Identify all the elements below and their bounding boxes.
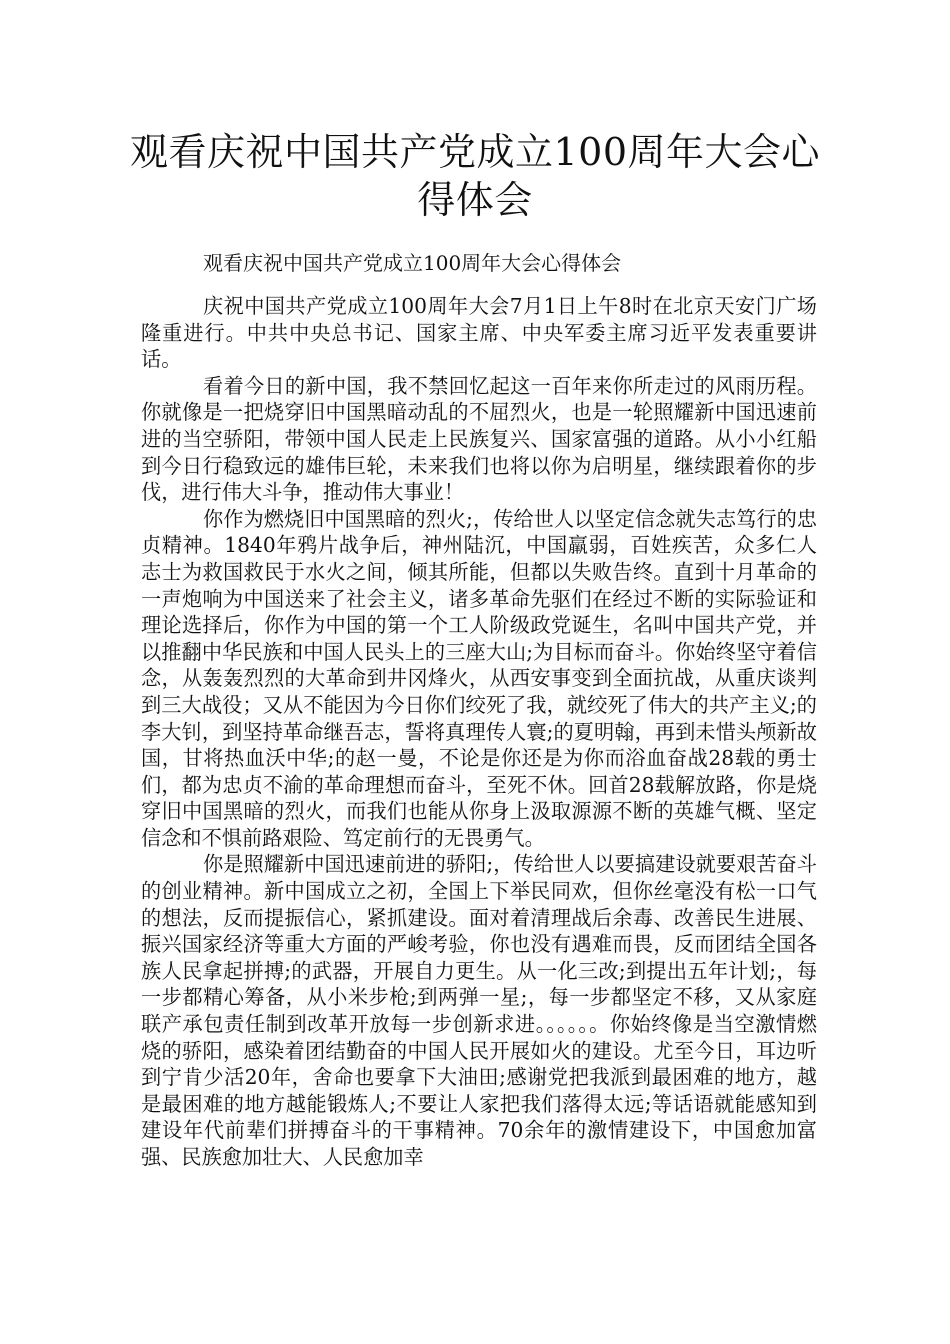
paragraph: 看着今日的新中国，我不禁回忆起这一百年来你所走过的风雨历程。你就像是一把烧穿旧中国黑暗动乱的不屈烈火，也是一轮照耀新中国迅速前进的当空骄阳，带领中国人民走上民族复兴、国家富强的道路。从小小红船到今日行稳致远的雄伟巨轮，未来我们也将以你为启明星，继续跟着你的步伐，进行伟大斗争，推动伟大事业！ xyxy=(141,373,817,505)
paragraph: 你作为燃烧旧中国黑暗的烈火;，传给世人以坚定信念就失志笃行的忠贞精神。1840年鸦片战争后，神州陆沉，中国羸弱，百姓疾苦，众多仁人志士为救国救民于水火之间，倾其所能，但都以失败告终。直到十月革命的一声炮响为中国送来了社会主义，诸多革命先驱们在经过不断的实际验证和理论选择后，你作为中国的第一个工人阶级政党诞生，名叫中国共产党，并以推翻中华民族和中国人民头上的三座大山;为目标而奋斗。你始终坚守着信念，从轰轰烈烈的大革命到井冈烽火，从西安事变到全面抗战，从重庆谈判到三大战役；又从不能因为今日你们绞死了我，就绞死了伟大的共产主义;的李大钊，到坚持革命继吾志，誓将真理传人寰;的夏明翰，再到未惜头颅新故国，甘将热血沃中华;的赵一曼，不论是你还是为你而浴血奋战28载的勇士们，都为忠贞不渝的革命理想而奋斗，至死不休。回首28载解放路，你是烧穿旧中国黑暗的烈火，而我们也能从你身上汲取源源不断的英雄气概、坚定信念和不惧前路艰险、笃定前行的无畏勇气。 xyxy=(141,506,817,850)
document-body xyxy=(141,293,817,1171)
document-subtitle: 观看庆祝中国共产党成立100周年大会心得体会 xyxy=(203,251,622,275)
paragraph: 庆祝中国共产党成立100周年大会7月1日上午8时在北京天安门广场隆重进行。中共中央总书记、国家主席、中央军委主席习近平发表重要讲话。 xyxy=(141,294,817,372)
paragraph: 你是照耀新中国迅速前进的骄阳;，传给世人以要搞建设就要艰苦奋斗的创业精神。新中国成立之初，全国上下举民同欢，但你丝毫没有松一口气的想法，反而提振信心，紧抓建设。面对着清理战后余毒、改善民生进展、振兴国家经济等重大方面的严峻考验，你也没有遇难而畏，反而团结全国各族人民拿起拼搏;的武器，开展自力更生。从一化三改;到提出五年计划;，每一步都精心筹备，从小米步枪;到两弹一星;，每一步都坚定不移，又从家庭联产承包责任制到改革开放每一步创新求进。。。。。。你始终像是当空激情燃烧的骄阳，感染着团结勤奋的中国人民开展如火的建设。尤至今日，耳边听到宁肯少活20年，舍命也要拿下大油田;感谢党把我派到最困难的地方，越是最困难的地方越能锻炼人;不要让人家把我们落得太远;等话语就能感知到建设年代前辈们拼搏奋斗的干事精神。70余年的激情建设下，中国愈加富强、民族愈加壮大、人民愈加幸 xyxy=(141,852,817,1169)
document-title: 观看庆祝中国共产党成立100周年大会心得体会 xyxy=(129,130,821,222)
